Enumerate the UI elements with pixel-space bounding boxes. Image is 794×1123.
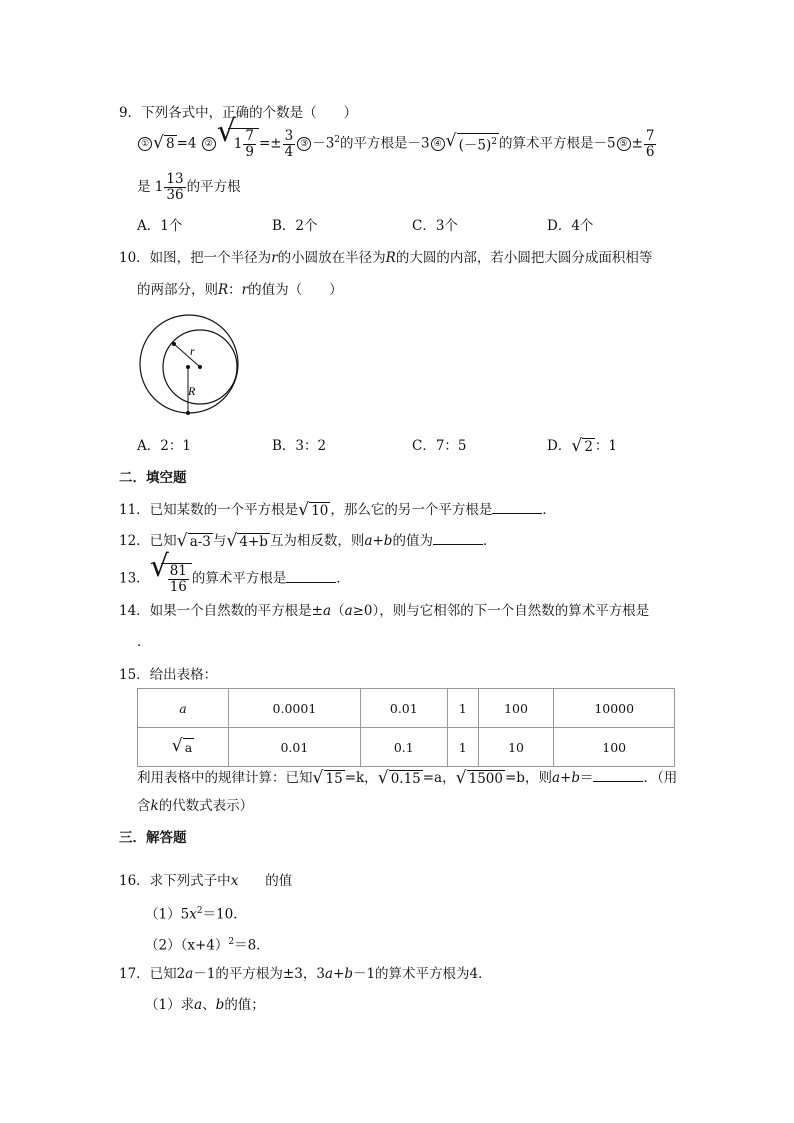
var-x: x: [230, 873, 239, 889]
text: =b，则: [504, 770, 552, 786]
denominator: 6: [645, 143, 655, 160]
fraction: [644, 129, 657, 160]
item-marker: ③: [297, 137, 311, 151]
q10-option-c: C．7：5: [412, 438, 467, 454]
text: －1的算术平方根为4．: [352, 966, 492, 982]
q10-line1: [119, 249, 652, 267]
text: =a，: [422, 770, 456, 786]
text: 16．求下列式子中: [119, 873, 231, 889]
sqrt: √ 4+b: [226, 530, 268, 551]
q9-option-a: A．1个: [137, 218, 183, 234]
var-a: a: [344, 603, 353, 619]
var-ab: a+b: [364, 533, 393, 549]
whole: 1: [154, 179, 164, 195]
label-r: r: [190, 344, 195, 358]
var-ab: a+b: [551, 770, 580, 786]
text: 13．: [119, 570, 150, 587]
expr-text: －3: [312, 135, 335, 152]
expr-text: 的算术平方根是－5: [498, 135, 616, 152]
var-b: b: [344, 966, 353, 982]
text: ＝: [579, 770, 594, 786]
table-cell: 1: [447, 689, 478, 728]
item-marker: ②: [202, 137, 216, 151]
radicand: 1500: [468, 770, 503, 787]
text: =k，: [344, 770, 378, 786]
text: ．: [482, 533, 497, 549]
fraction: [283, 129, 296, 160]
denominator: 16: [169, 579, 187, 595]
sqrt: √ 0.15: [377, 767, 421, 788]
whole: 1: [233, 136, 243, 152]
q17-part1: [145, 996, 265, 1014]
q15-table: [137, 688, 675, 767]
table-cell: 10000: [554, 689, 675, 728]
q16: [119, 872, 292, 890]
item-marker: ⑤: [617, 137, 631, 151]
q9-stem-text: 9．下列各式中，正确的个数是（ ）: [119, 105, 358, 121]
item-marker: ①: [138, 137, 152, 151]
big-circle: [140, 315, 238, 413]
fraction: [168, 564, 189, 595]
text: 的值: [238, 873, 293, 889]
radius-r-line: [174, 344, 200, 367]
text: 10．如图，把一个半径为: [119, 250, 272, 266]
q9-stem: [119, 104, 357, 122]
text: 的值为: [392, 533, 433, 549]
q14: [119, 602, 649, 620]
sqrt: √ 1500: [455, 767, 503, 788]
answer-blank[interactable]: [593, 767, 643, 782]
text: 的大圆的内部，若小圆把大圆分成面积相等: [395, 250, 653, 266]
exponent: 2: [196, 906, 203, 916]
text: 与: [212, 533, 227, 549]
table-row: [138, 728, 675, 767]
q16-part2: [145, 933, 270, 955]
expr-text: 的平方根是－3: [340, 135, 430, 152]
text: 的平方根: [186, 179, 241, 195]
var-a: a: [194, 997, 203, 1013]
numerator: 7: [645, 127, 655, 144]
text: 的值；: [224, 997, 265, 1013]
radicand: a-3: [189, 533, 211, 550]
sqrt: √ a-3: [176, 530, 211, 551]
q17: [119, 965, 492, 983]
text: （1）5: [145, 906, 190, 923]
text: ．: [137, 634, 151, 650]
point: [186, 411, 190, 415]
radicand: a: [184, 740, 193, 755]
text: （2）（x+4）: [145, 937, 229, 954]
text: （1）求: [145, 997, 195, 1013]
radicand: 10: [311, 502, 329, 519]
var-a: a: [323, 603, 332, 619]
q16-part1: [145, 902, 247, 924]
point: [198, 365, 202, 369]
var-a: a: [185, 966, 194, 982]
text: 含: [137, 798, 151, 814]
q10-option-b: B．3：2: [272, 438, 327, 454]
text: 互为相反数，则: [269, 533, 365, 549]
text: ．（用: [643, 770, 678, 786]
numerator: 7: [245, 128, 254, 144]
text: ＝10．: [202, 906, 247, 923]
q9-option-d: D．4个: [547, 218, 594, 234]
text: ．: [542, 502, 556, 518]
radicand: (－5): [458, 137, 492, 154]
var-x: x: [189, 906, 197, 923]
item-marker: ④: [431, 137, 445, 151]
var-R: R: [385, 250, 396, 266]
denominator: 36: [166, 187, 184, 203]
q11: [119, 499, 556, 520]
var-R: R: [218, 282, 229, 298]
denominator: 4: [284, 143, 294, 160]
text: 的算术平方根是: [191, 570, 287, 587]
text: 17．已知2: [119, 966, 186, 982]
table-cell: 0.01: [229, 728, 361, 767]
radicand: 2: [584, 438, 593, 455]
answer-blank[interactable]: [433, 530, 483, 545]
exponent: 2: [334, 135, 341, 145]
section-solve: 三．解答题: [119, 830, 187, 846]
table-cell: 0.01: [360, 689, 447, 728]
text: ．: [336, 570, 350, 587]
fraction: [243, 129, 256, 160]
sqrt: √ 1 $\frac{7}{9}$: [217, 128, 259, 160]
label-R: R: [188, 384, 196, 398]
text: 是: [137, 179, 151, 195]
q9-option-c: C．3个: [412, 218, 458, 234]
text: －1的平方根为±3，3: [193, 966, 325, 982]
table-cell: 10: [478, 728, 554, 767]
text: 11．已知某数的一个平方根是: [119, 502, 299, 518]
sqrt: √ 15: [312, 767, 343, 788]
section-fill-in: 二．填空题: [119, 470, 187, 486]
expr-text: =4: [176, 135, 197, 152]
text: 的小圆放在半径为: [277, 250, 386, 266]
text: ：: [228, 282, 242, 298]
table-cell: [138, 728, 229, 767]
var-r: r: [271, 250, 278, 266]
sqrt: √ a: [171, 736, 193, 756]
q9-line3: [137, 172, 241, 203]
table-cell: 1: [447, 728, 478, 767]
sqrt: √ $\frac{81}{16}$: [150, 563, 192, 595]
text: ≥0），则与它相邻的下一个自然数的算术平方根是: [352, 603, 650, 619]
radicand: 8: [166, 136, 175, 152]
sqrt: √ 10: [298, 499, 329, 520]
answer-blank[interactable]: [286, 568, 336, 583]
text: 利用表格中的规律计算：已知: [137, 770, 313, 786]
var-b: b: [215, 997, 225, 1013]
q12: [119, 530, 496, 551]
text: 的两部分，则: [137, 282, 218, 298]
numerator: 13: [166, 171, 184, 187]
q15-line2: [137, 797, 253, 815]
sqrt: √ 2: [571, 435, 593, 456]
text: D．: [547, 438, 572, 454]
q15-label: 15．给出表格：: [119, 667, 218, 683]
table-cell: 0.0001: [229, 689, 361, 728]
radicand: 4+b: [239, 533, 268, 550]
exponent: 2: [228, 937, 235, 947]
q15-calc: [137, 767, 677, 788]
q14-line2: [137, 633, 151, 651]
var-r: r: [241, 282, 249, 298]
table-cell: 100: [554, 728, 675, 767]
text: 14．如果一个自然数的平方根是±: [119, 603, 323, 619]
q9-expressions: [137, 114, 657, 160]
sqrt: √ 8: [153, 133, 175, 153]
text: （: [331, 603, 345, 619]
q10-option-a: A．2：1: [137, 438, 191, 454]
q10-line2: [137, 281, 343, 299]
table-row: [138, 689, 675, 728]
point: [186, 365, 190, 369]
exponent: 2: [491, 137, 497, 148]
table-cell: a: [138, 689, 229, 728]
sqrt: √ $(-5)^2$: [445, 131, 497, 154]
var-a: a: [324, 966, 333, 982]
table-cell: 0.1: [360, 728, 447, 767]
q13: [119, 549, 350, 595]
expr-text: =±: [258, 135, 282, 152]
text: ：1: [594, 438, 618, 454]
text: ＝8．: [234, 937, 270, 954]
text: +: [333, 966, 345, 982]
circles-figure: [138, 313, 242, 417]
var-k: k: [150, 798, 159, 814]
fraction: [164, 172, 185, 203]
text: 、: [202, 997, 216, 1013]
numerator: 81: [169, 563, 187, 579]
text: 的代数式表示）: [158, 798, 254, 814]
text: 12．已知: [119, 533, 177, 549]
numerator: 3: [284, 127, 294, 144]
text: ，那么它的另一个平方根是: [330, 502, 493, 518]
text: 的值为（ ）: [248, 282, 343, 298]
q9-option-b: B．2个: [272, 218, 318, 234]
table-cell: 100: [478, 689, 554, 728]
q10-option-d: [547, 437, 617, 456]
answer-blank[interactable]: [492, 499, 542, 514]
point: [172, 342, 176, 346]
expr-text: ±: [631, 135, 643, 152]
radicand: 0.15: [390, 770, 421, 787]
denominator: 9: [245, 144, 254, 160]
radicand: 15: [325, 770, 343, 787]
